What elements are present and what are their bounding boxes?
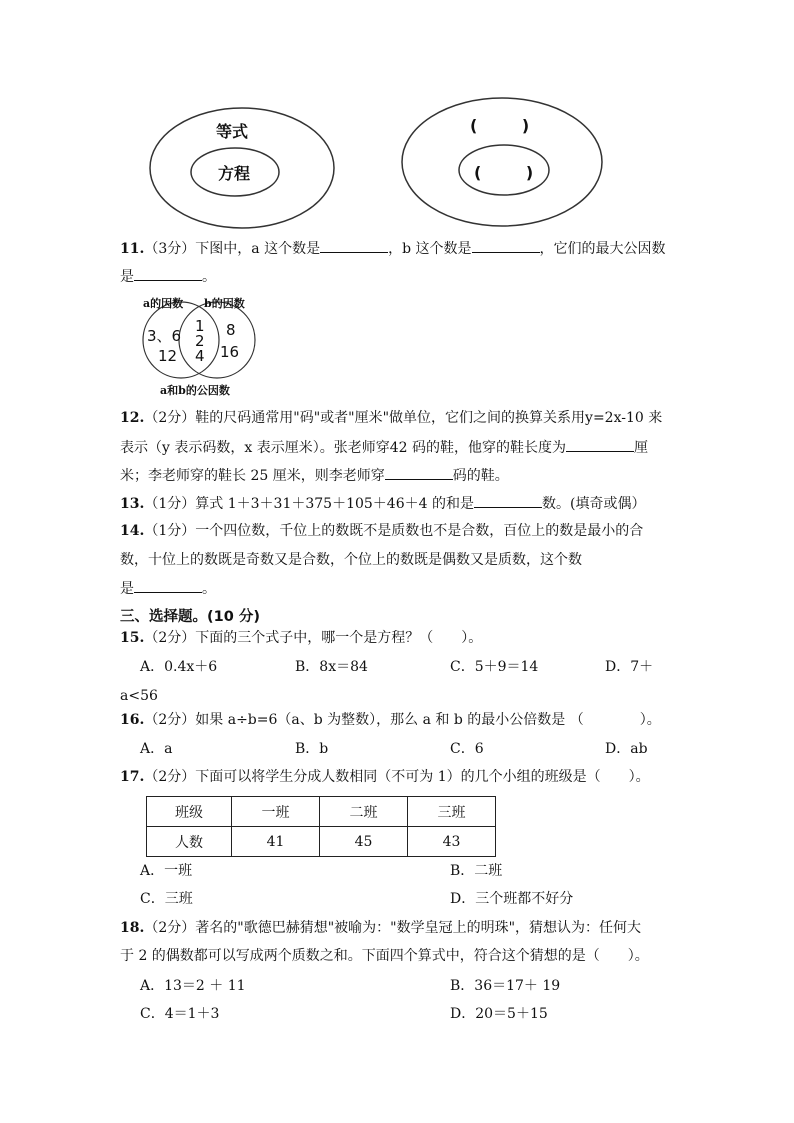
venn-common-2: 2 [195,332,205,350]
q11-blank-a[interactable] [320,238,388,253]
venn-common-1: 1 [195,317,205,335]
q11-text-end: 。 [202,269,216,285]
q12-line3 [120,465,509,486]
q14-text-3b: 。 [202,581,216,597]
q17-number: 17. [120,769,145,785]
q16-stem [120,710,661,730]
q11-number: 11. [120,241,145,257]
q16-option-a[interactable]: A．a [140,741,173,757]
venn-inner-label: 方程 [218,164,251,183]
q11-blank-b[interactable] [472,238,540,253]
venn-b-only-2: 16 [220,343,240,361]
table-cell: 二班 [320,797,408,827]
q14-score: （1分） [144,523,196,539]
q18-number: 18. [120,920,145,936]
q18-option-a[interactable]: A．13＝2 ＋ 11 [140,978,246,994]
q13-number: 13. [120,496,145,512]
q16-stem-text: 如果 a÷b=6（a、b 为整数），那么 a 和 b 的最小公倍数是 （ ）。 [195,712,661,728]
q18-score: （2分） [144,920,196,936]
q11-blank-gcd[interactable] [134,266,202,281]
q11-text: 下图中，a 这个数是 [195,241,321,257]
q12-text-2b: 厘 [633,440,648,456]
table-cell: 45 [320,827,408,857]
q15-stem [120,628,482,648]
class-table [146,796,496,857]
q13-line [120,493,645,514]
venn-label-a: a的因数 [143,297,184,310]
table-cell: 人数 [147,827,232,857]
section-title: 三、选择题。(10 分) [120,609,260,625]
q18-text-2: 于 2 的偶数都可以写成两个质数之和。下面四个算式中，符合这个猜想的是（ ）。 [120,948,649,964]
q12-text-3b: 码的鞋。 [452,468,509,484]
venn-b-only-1: 8 [226,321,236,339]
q16-option-c[interactable]: C．6 [450,741,484,757]
q18-option-c[interactable]: C．4＝1＋3 [140,1006,220,1022]
q17-option-b[interactable]: B．二班 [450,863,503,879]
q12-line2 [120,437,648,458]
q14-number: 14. [120,523,145,539]
q11-line2 [120,266,216,287]
q18-line1 [120,918,641,938]
q15-option-d-cont: a<56 [120,688,158,704]
q13-score: （1分） [144,496,196,512]
q16-score: （2分） [144,712,196,728]
q15-stem-text: 下面的三个式子中，哪一个是方程？（ ）。 [195,630,483,646]
q11-text-c: ，它们的最大公因数 [539,241,666,257]
q15-option-c[interactable]: C．5＋9＝14 [450,659,539,675]
venn-a-only-2: 12 [158,347,178,365]
q12-text-1: 鞋的尺码通常用"码"或者"厘米"做单位，它们之间的换算关系用y=2x-10 来 [195,410,663,426]
venn-inner-blank[interactable]: ( ) [474,163,534,182]
table-row [147,797,496,827]
venn-common-3: 4 [195,347,205,365]
q18-line2 [120,946,649,966]
q11-text-d: 是 [120,269,134,285]
q18-option-d[interactable]: D．20＝5＋15 [450,1006,548,1022]
q13-text-a: 算式 1＋3＋31＋375＋105＋46＋4 的和是 [195,496,474,512]
q15-number: 15. [120,630,145,646]
q14-text-3a: 是 [120,581,134,597]
table-row [147,827,496,857]
q15-option-a[interactable]: A．0.4x＋6 [140,659,218,675]
equation-venn-diagrams [140,90,620,240]
q12-text-3a: 米；李老师穿的鞋长 25 厘米，则李老师穿 [120,468,385,484]
q14-line2 [120,550,582,570]
q17-stem [120,767,650,787]
q16-option-b[interactable]: B．b [295,741,329,757]
table-cell: 41 [232,827,320,857]
q15-score: （2分） [144,630,196,646]
q12-number: 12. [120,410,145,426]
q18-option-b[interactable]: B．36＝17＋ 19 [450,978,561,994]
venn-label-common: a和b的公因数 [160,384,230,397]
table-cell: 三班 [408,797,496,827]
q16-option-d[interactable]: D．ab [605,741,648,757]
q11-score: （3分） [144,241,196,257]
q12-blank-size[interactable] [385,465,453,480]
q17-option-a[interactable]: A．一班 [140,863,193,879]
table-cell: 班级 [147,797,232,827]
venn-label-b: b的因数 [204,297,245,310]
q15-option-b[interactable]: B．8x＝84 [295,659,368,675]
q11-line1 [120,238,666,259]
q14-blank[interactable] [134,578,202,593]
q17-option-c[interactable]: C．三班 [140,891,193,907]
q15-option-d[interactable]: D．7＋ [605,659,654,675]
q18-text-1: 著名的"歌德巴赫猜想"被喻为："数学皇冠上的明珠"，猜想认为：任何大 [195,920,642,936]
table-cell: 一班 [232,797,320,827]
venn-circle-b [179,302,255,378]
venn-outer-blank[interactable]: ( ) [470,116,530,135]
q14-line1 [120,521,643,541]
q13-text-b: 数。(填奇或偶） [541,496,646,512]
q12-line1 [120,408,662,428]
q14-line3 [120,578,216,599]
venn-a-only-1: 3、6 [147,327,182,345]
q16-number: 16. [120,712,145,728]
q17-score: （2分） [144,769,196,785]
q12-text-2a: 表示（y 表示码数，x 表示厘米）。张老师穿42 码的鞋，他穿的鞋长度为 [120,440,566,456]
q14-text-1: 一个四位数，千位上的数既不是质数也不是合数，百位上的数是最小的合 [195,523,644,539]
q12-score: （2分） [144,410,196,426]
q17-option-d[interactable]: D．三个班都不好分 [450,891,574,907]
table-cell: 43 [408,827,496,857]
venn-outer-label: 等式 [216,122,249,141]
q11-text-b: ，b 这个数是 [388,241,472,257]
q17-stem-text: 下面可以将学生分成人数相同（不可为 1）的几个小组的班级是（ ）。 [195,769,650,785]
q14-text-2: 数，十位上的数既是奇数又是合数，个位上的数既是偶数又是质数，这个数 [120,552,582,568]
q13-blank[interactable] [474,493,542,508]
q12-blank-length[interactable] [566,437,634,452]
